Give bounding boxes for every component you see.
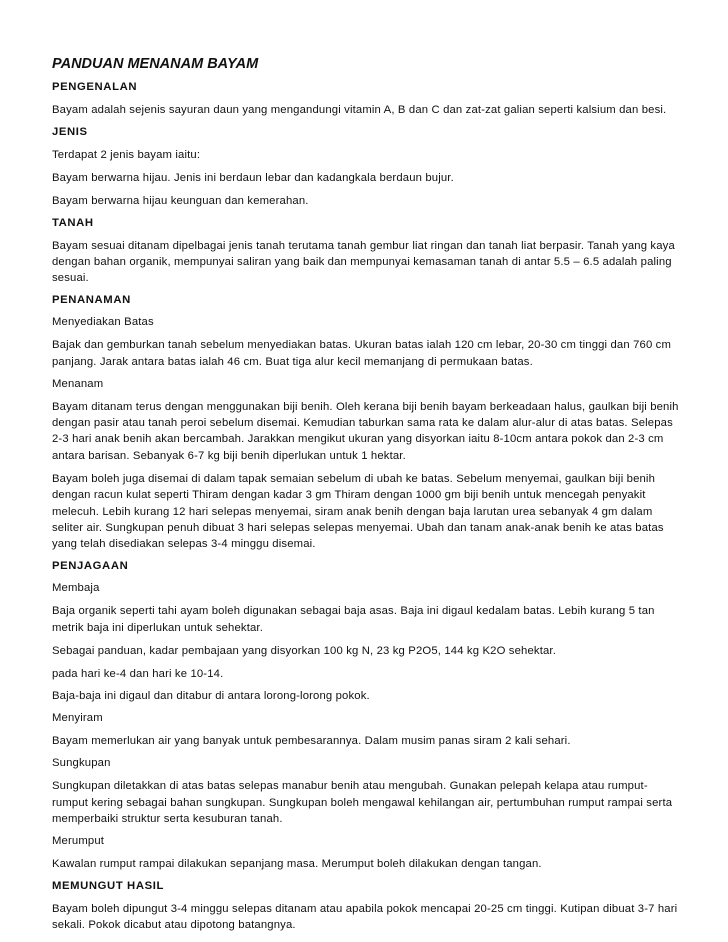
paragraph: Kawalan rumput rampai dilakukan sepanjang masa. Merumput boleh dilakukan dengan tangan. — [52, 857, 542, 870]
subheading-merumput: Merumput — [52, 834, 105, 847]
paragraph: Bayam berwarna hijau keunguan dan kemerahan. — [52, 194, 309, 207]
section-heading-jenis: JENIS — [52, 125, 88, 138]
paragraph: Sebagai panduan, kadar pembajaan yang disyorkan 100 kg N, 23 kg P2O5, 144 kg K2O sehektar. — [52, 644, 556, 657]
document-title: PANDUAN MENANAM BAYAM — [52, 56, 259, 72]
paragraph: Bajak dan gemburkan tanah sebelum menyediakan batas. Ukuran batas ialah 120 cm lebar, 20-30 cm tinggi dan 760 cm panjang. Jarak antara batas ialah 46 cm. Buat tiga alur kecil memanjang di permukaan batas. — [52, 339, 672, 368]
paragraph: Sungkupan diletakkan di atas batas selepas manabur benih atau mengubah. Gunakan pelepah kelapa atau rumput-rumput kering sebagai bahan sungkupan. Sungkupan boleh mengawal kehilangan air, pertumbuhan rumput rampai serta memperbaiki struktur serta kesuburan tanah. — [52, 780, 673, 826]
subheading-menyediakan-batas: Menyediakan Batas — [52, 316, 154, 329]
section-heading-memungut-hasil: MEMUNGUT HASIL — [52, 879, 164, 892]
section-heading-pengenalan: PENGENALAN — [52, 81, 138, 93]
subheading-menyiram: Menyiram — [52, 712, 103, 725]
paragraph: Bayam berwarna hijau. Jenis ini berdaun lebar dan kadangkala berdaun bujur. — [52, 171, 454, 184]
paragraph: Bayam memerlukan air yang banyak untuk pembesarannya. Dalam musim panas siram 2 kali sehari. — [52, 735, 571, 748]
paragraph: Baja-baja ini digaul dan ditabur di antara lorong-lorong pokok. — [52, 690, 370, 703]
section-heading-tanah: TANAH — [52, 216, 94, 229]
section-heading-penanaman: PENANAMAN — [52, 294, 131, 307]
subheading-membaja: Membaja — [52, 582, 100, 595]
subheading-menanam: Menanam — [52, 377, 104, 390]
section-heading-penjagaan: PENJAGAAN — [52, 560, 129, 573]
subheading-sungkupan: Sungkupan — [52, 757, 111, 770]
paragraph: Terdapat 2 jenis bayam iaitu: — [52, 148, 201, 161]
paragraph: pada hari ke-4 dan hari ke 10-14. — [52, 667, 224, 680]
paragraph: Bayam boleh dipungut 3-4 minggu selepas ditanam atau apabila pokok mencapai 20-25 cm tinggi. Kutipan dibuat 3-7 hari sekali. Pokok dicabut atau dipotong batangnya. — [52, 902, 678, 932]
paragraph: Bayam sesuai ditanam dipelbagai jenis tanah terutama tanah gembur liat ringan dan tanah liat berpasir. Tanah yang kaya dengan bahan organik, mempunyai saliran yang baik dan mempunyai kemasaman tanah di antar 5.5 – 6.5 adalah paling sesuai. — [52, 239, 675, 285]
paragraph: Bayam adalah sejenis sayuran daun yang mengandungi vitamin A, B dan C dan zat-zat galian seperti kalsium dan besi. — [52, 104, 667, 116]
paragraph: Bayam ditanam terus dengan menggunakan biji benih. Oleh kerana biji benih bayam berkeadaan halus, gaulkan biji benih dengan pasir atau tanah peroi sebelum disemai. Kemudian taburkan sama rata ke dalam alur-alur di atas batas. Selepas 2-3 hari anak benih akan bercambah. Jarakkan mengikut ukuran yang disyorkan iaitu 8-10cm antara pokok dan 2-3 cm antara barisan. Sebanyak 6-7 kg biji benih diperlukan untuk 1 hektar. — [52, 400, 679, 462]
paragraph: Bayam boleh juga disemai di dalam tapak semaian sebelum di ubah ke batas. Sebelum menyemai, gaulkan biji benih dengan racun kulat seperti Thiram dengan kadar 3 gm Thiram dengan 1000 gm biji benih untuk mencegah penyakit melecuh. Lebih kurang 12 hari selepas menyemai, siram anak benih dengan baja larutan urea sebanyak 4 gm dalam seliter air. Sungkupan penuh dibuat 3 hari selepas selepas menyemai. Ubah dan tanam anak-anak benih ke atas batas yang telah disediakan selepas 3-4 minggu disemai. — [52, 472, 664, 551]
paragraph: Baja organik seperti tahi ayam boleh digunakan sebagai baja asas. Baja ini digaul kedalam batas. Lebih kurang 5 tan metrik baja ini diperlukan untuk sehektar. — [52, 605, 655, 634]
